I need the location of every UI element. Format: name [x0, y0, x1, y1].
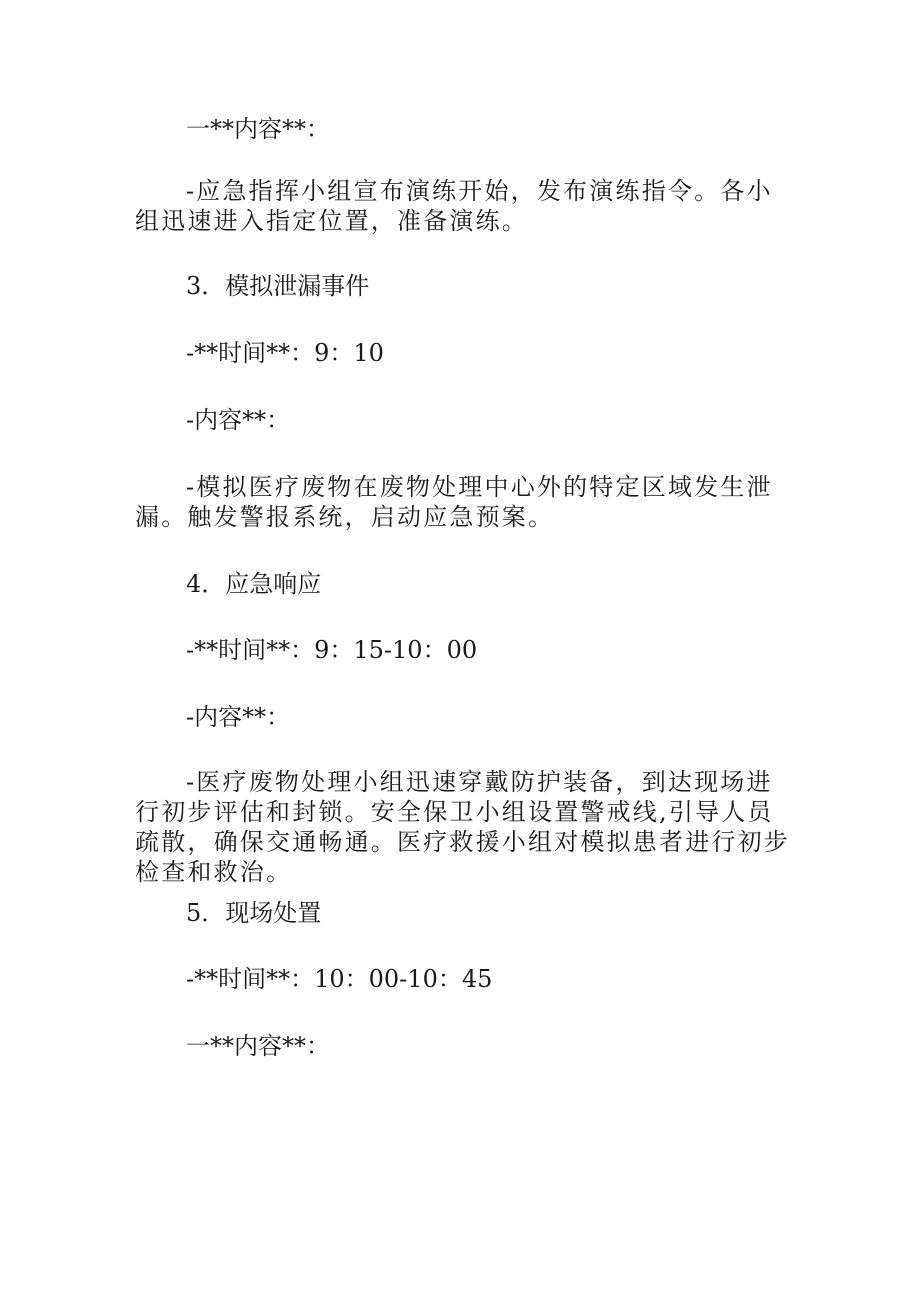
time-label-5: -**时间**：10：00-10：45 — [186, 965, 493, 993]
paragraph-leak-simulation: -模拟医疗废物在废物处理中心外的特定区域发生泄漏。触发警报系统，启动应急预案。 — [135, 473, 773, 531]
content-label-5: 一**内容**： — [186, 1032, 330, 1060]
section-heading-4: 4．应急响应 — [186, 570, 322, 598]
content-label-3: -内容**： — [186, 406, 291, 434]
time-label-4: -**时间**：9：15-10：00 — [186, 636, 478, 664]
content-label-1: 一**内容**： — [186, 115, 330, 143]
time-label-3: -**时间**：9：10 — [186, 339, 384, 367]
section-heading-3: 3．模拟泄漏事件 — [186, 272, 370, 300]
content-label-4: -内容**： — [186, 703, 291, 731]
paragraph-drill-start: -应急指挥小组宣布演练开始，发布演练指令。各小组迅速进入指定位置，准备演练。 — [135, 177, 773, 235]
paragraph-emergency-response: -医疗废物处理小组迅速穿戴防护装备，到达现场进行初步评估和封锁。安全保卫小组设置警戒线,引导人员疏散，确保交通畅通。医疗救援小组对模拟患者进行初步检查和救治。 — [135, 768, 790, 886]
section-heading-5: 5．现场处置 — [186, 899, 322, 927]
